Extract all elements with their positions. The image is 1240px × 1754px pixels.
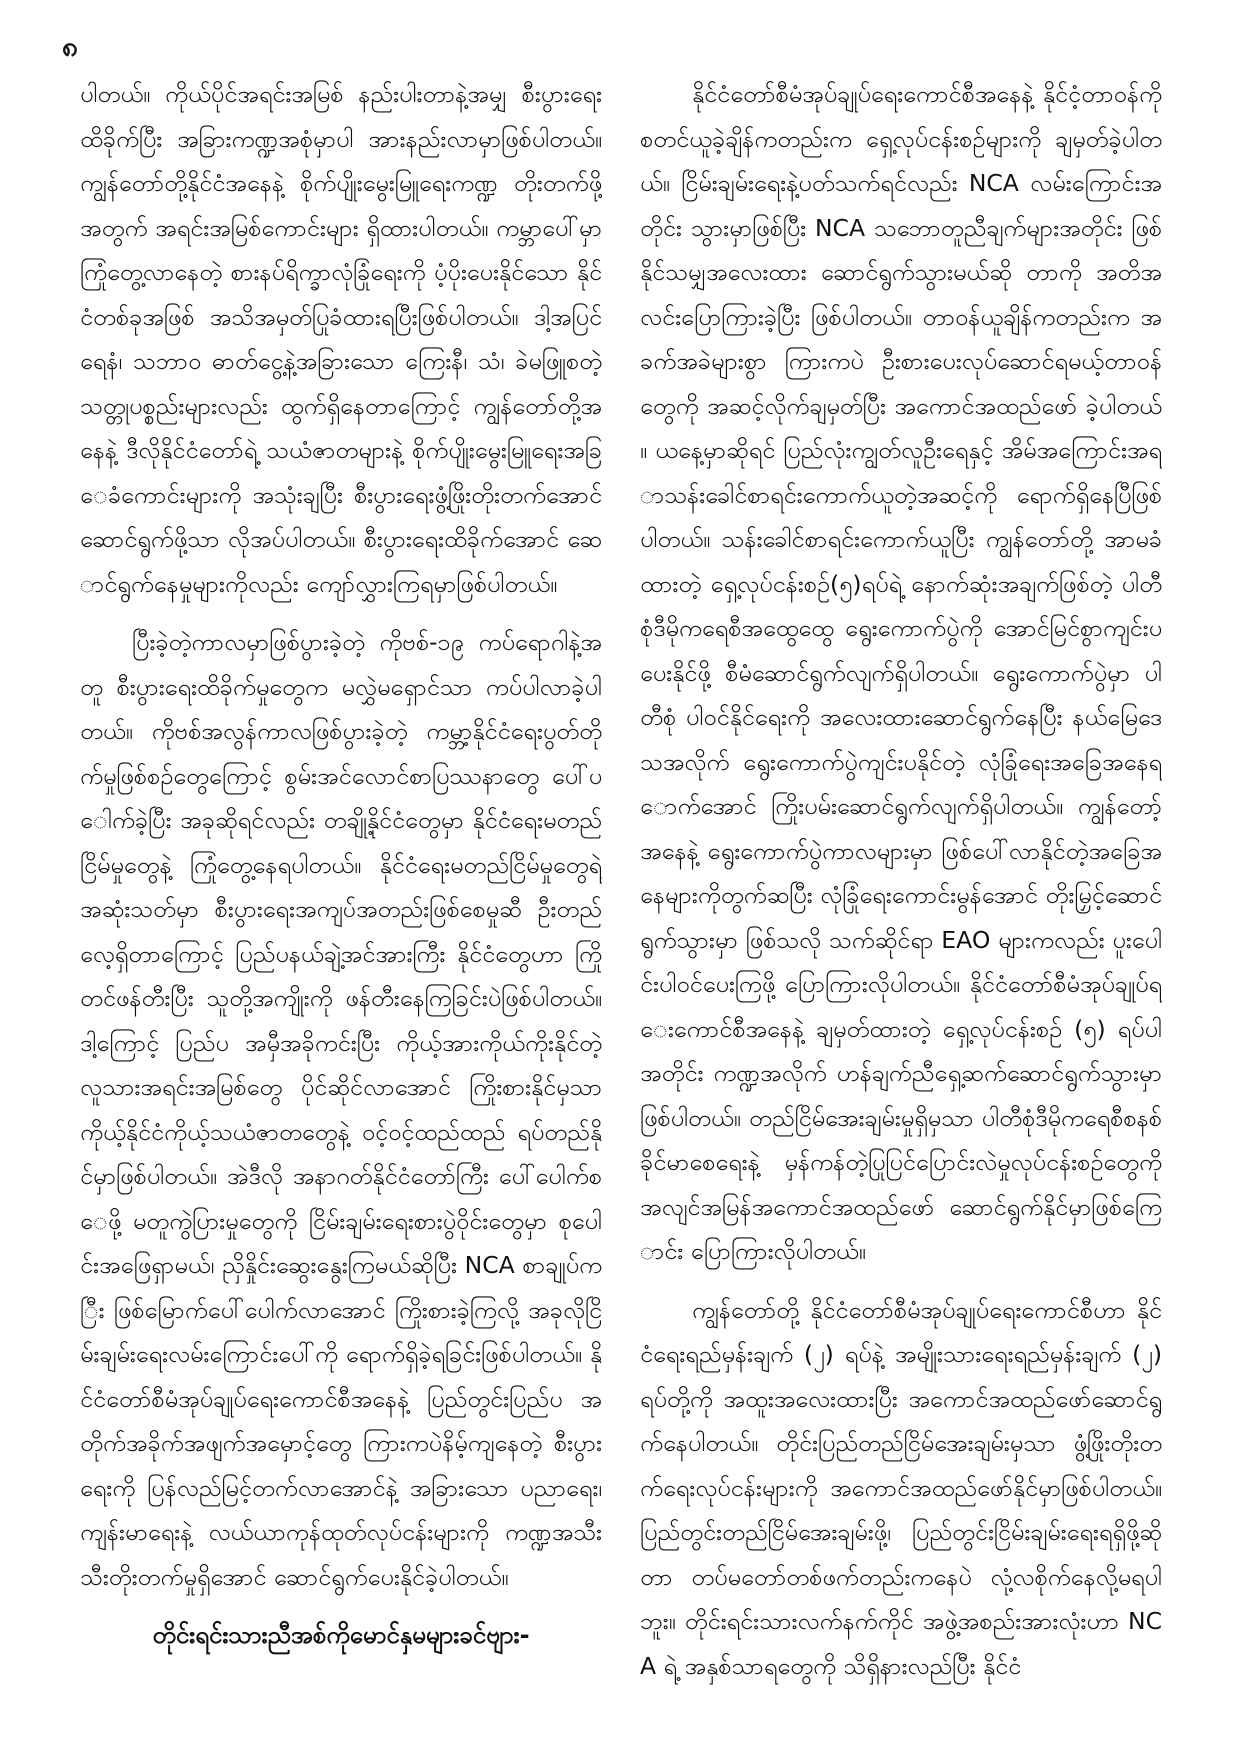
page-number: ၈: [62, 30, 78, 63]
right-paragraph-1: နိုင်ငံတော်စီမံအုပ်ချုပ်ရေးကောင်စီအနေနဲ့ နိုင်ငံ့တာဝန်ကို စတင်ယူခဲ့ချိန်ကတည်းက ရှေ့လုပ်ငန်းစဉ်များကို ချမှတ်ခဲ့ပါတယ်။ ငြိမ်းချမ်းရေးနဲ့ပတ်သက်ရင်လည်း NCA လမ်းကြောင်းအတိုင်း သွားမှာဖြစ်ပြီး NCA သဘောတူညီချက်များအတိုင်း ဖြစ်နိုင်သမျှအလေးထား ဆောင်ရွက်သွားမယ်ဆို တာကို အတိအလင်းပြောကြားခဲ့ပြီး ဖြစ်ပါတယ်။ တာဝန်ယူချိန်ကတည်းက အခက်အခဲများစွာ ကြားကပဲ ဦးစားပေးလုပ်ဆောင်ရမယ့်တာဝန်တွေကို အဆင့်လိုက်ချမှတ်ပြီး အကောင်အထည်ဖော် ခဲ့ပါတယ်။ ယနေ့မှာဆိုရင် ပြည်လုံးကျွတ်လူဦးရေနှင့် အိမ်အကြောင်းအရာသန်းခေါင်စာရင်းကောက်ယူတဲ့အဆင့်ကို ရောက်ရှိနေပြီဖြစ်ပါတယ်။ သန်းခေါင်စာရင်းကောက်ယူပြီး ကျွန်တော်တို့ အာမခံထားတဲ့ ရှေ့လုပ်ငန်းစဉ်(၅)ရပ်ရဲ့ နောက်ဆုံးအချက်ဖြစ်တဲ့ ပါတီစုံဒီမိုကရေစီအထွေထွေ ရွေးကောက်ပွဲကို အောင်မြင်စွာကျင်းပပေးနိုင်ဖို့ စီမံဆောင်ရွက်လျက်ရှိပါတယ်။ ရွေးကောက်ပွဲမှာ ပါတီစုံ ပါဝင်နိုင်ရေးကို အလေးထားဆောင်ရွက်နေပြီး နယ်မြေဒေသအလိုက် ရွေးကောက်ပွဲကျင်းပနိုင်တဲ့ လုံခြုံရေးအခြေအနေရောက်အောင် ကြိုးပမ်းဆောင်ရွက်လျက်ရှိပါတယ်။ ကျွန်တော့်အနေနဲ့ ရွေးကောက်ပွဲကာလများမှာ ဖြစ်ပေါ်လာနိုင်တဲ့အခြေအနေများကိုတွက်ဆပြီး လုံခြုံရေးကောင်းမွန်အောင် တိုးမြှင့်ဆောင်ရွက်သွားမှာ ဖြစ်သလို သက်ဆိုင်ရာ EAO များကလည်း ပူးပေါင်းပါဝင်ပေးကြဖို့ ပြောကြားလိုပါတယ်။ နိုင်ငံတော်စီမံအုပ်ချုပ်ရေးကောင်စီအနေနဲ့ ချမှတ်ထားတဲ့ ရှေ့လုပ်ငန်းစဉ် (၅) ရပ်ပါအတိုင်း ကဏ္ဍအလိုက် ဟန်ချက်ညီရှေ့ဆက်ဆောင်ရွက်သွားမှာဖြစ်ပါတယ်။ တည်ငြိမ်အေးချမ်းမှုရှိမှသာ ပါတီစုံဒီမိုကရေစီစနစ်ခိုင်မာစေရေးနဲ့ မှန်ကန်တဲ့ပြုပြင်ပြောင်းလဲမှုလုပ်ငန်းစဉ်တွေကို အလျင်အမြန်အကောင်အထည်ဖော် ဆောင်ရွက်နိုင်မှာဖြစ်ကြောင်း ပြောကြားလိုပါတယ်။: [640, 80, 1162, 1265]
left-paragraph-2: ပြီးခဲ့တဲ့ကာလမှာဖြစ်ပွားခဲ့တဲ့ ကိုဗစ်-၁၉ ကပ်ရောဂါနဲ့အတူ စီးပွားရေးထိခိုက်မှုတွေက မလွှဲမရှောင်သာ ကပ်ပါလာခဲ့ပါတယ်။ ကိုဗစ်အလွန်ကာလဖြစ်ပွားခဲ့တဲ့ ကမ္ဘာ့နိုင်ငံရေးပွတ်တိုက်မှုဖြစ်စဉ်တွေကြောင့် စွမ်းအင်လောင်စာပြဿနာတွေ ပေါ်ပေါက်ခဲ့ပြီး အခုဆိုရင်လည်း တချို့နိုင်ငံတွေမှာ နိုင်ငံရေးမတည်ငြိမ်မှုတွေနဲ့ ကြုံတွေ့နေရပါတယ်။ နိုင်ငံရေးမတည်ငြိမ်မှုတွေရဲ့ အဆုံးသတ်မှာ စီးပွားရေးအကျပ်အတည်းဖြစ်စေမှုဆီ ဦးတည်လေ့ရှိတာကြောင့် ပြည်ပနယ်ချဲ့အင်အားကြီး နိုင်ငံတွေဟာ ကြိုတင်ဖန်တီးပြီး သူတို့အကျိုးကို ဖန်တီးနေကြခြင်းပဲဖြစ်ပါတယ်။ ဒါ့ကြောင့် ပြည်ပ အမှီအခိုကင်းပြီး ကိုယ့်အားကိုယ်ကိုးနိုင်တဲ့ လူသားအရင်းအမြစ်တွေ ပိုင်ဆိုင်လာအောင် ကြိုးစားနိုင်မှသာ ကိုယ့်နိုင်ငံကိုယ့်သယံဇာတတွေနဲ့ ဝင့်ဝင့်ထည်ထည် ရပ်တည်နိုင်မှာဖြစ်ပါတယ်။ အဲဒီလို အနာဂတ်နိုင်ငံတော်ကြီး ပေါ်ပေါက်စေဖို့ မတူကွဲပြားမှုတွေကို ငြိမ်းချမ်းရေးစားပွဲဝိုင်းတွေမှာ စုပေါင်းအဖြေရှာမယ်၊ ညှိနှိုင်းဆွေးနွေးကြမယ်ဆိုပြီး NCA စာချုပ်ကြီး ဖြစ်မြောက်ပေါ်ပေါက်လာအောင် ကြိုးစားခဲ့ကြလို့ အခုလိုငြိမ်းချမ်းရေးလမ်းကြောင်းပေါ်ကို ရောက်ရှိခဲ့ရခြင်းဖြစ်ပါတယ်။ နိုင်ငံတော်စီမံအုပ်ချုပ်ရေးကောင်စီအနေနဲ့ ပြည်တွင်းပြည်ပ အတိုက်အခိုက်အဖျက်အမှောင့်တွေ ကြားကပဲနိမ့်ကျနေတဲ့ စီးပွားရေးကို ပြန်လည်မြင့်တက်လာအောင်နဲ့ အခြားသော ပညာရေး၊ ကျန်းမာရေးနဲ့ လယ်ယာကုန်ထုတ်လုပ်ငန်းများကို ကဏ္ဍအသီးသီးတိုးတက်မှုရှိအောင် ဆောင်ရွက်ပေးနိုင်ခဲ့ပါတယ်။: [80, 628, 602, 1591]
left-paragraph-1: ပါတယ်။ ကိုယ်ပိုင်အရင်းအမြစ် နည်းပါးတာနဲ့အမျှ စီးပွားရေးထိခိုက်ပြီး အခြားကဏ္ဍအစုံမှာပါ အားနည်းလာမှာဖြစ်ပါတယ်။ ကျွန်တော်တို့နိုင်ငံအနေနဲ့ စိုက်ပျိုးမွေးမြူရေးကဏ္ဍ တိုးတက်ဖို့အတွက် အရင်းအမြစ်ကောင်းများ ရှိထားပါတယ်။ ကမ္ဘာပေါ်မှာ ကြုံတွေ့လာနေတဲ့ စားနပ်ရိက္ခာလုံခြုံရေးကို ပံ့ပိုးပေးနိုင်သော နိုင်ငံတစ်ခုအဖြစ် အသိအမှတ်ပြုခံထားရပြီးဖြစ်ပါတယ်။ ဒါ့အပြင် ရေနံ၊ သဘာဝ ဓာတ်ငွေ့နဲ့အခြားသော ကြေးနီ၊ သံ၊ ခဲမဖြူစတဲ့ သတ္တုပစ္စည်းများလည်း ထွက်ရှိနေတာကြောင့် ကျွန်တော်တို့အနေနဲ့ ဒီလိုနိုင်ငံတော်ရဲ့ သယံဇာတများနဲ့ စိုက်ပျိုးမွေးမြူရေးအခြေခံကောင်းများကို အသုံးချပြီး စီးပွားရေးဖွံ့ဖြိုးတိုးတက်အောင် ဆောင်ရွက်ဖို့သာ လိုအပ်ပါတယ်။ စီးပွားရေးထိခိုက်အောင် ဆောင်ရွက်နေမှုများကိုလည်း ကျော်လွှားကြရမှာဖြစ်ပါတယ်။: [80, 80, 602, 598]
section-subheading: တိုင်းရင်းသားညီအစ်ကိုမောင်နှမများခင်ဗျား-: [152, 1621, 530, 1649]
right-paragraph-2: ကျွန်တော်တို့ နိုင်ငံတော်စီမံအုပ်ချုပ်ရေးကောင်စီဟာ နိုင်ငံရေးရည်မှန်းချက် (၂) ရပ်နဲ့ အမျိုးသားရေးရည်မှန်းချက် (၂) ရပ်တို့ကို အထူးအလေးထားပြီး အကောင်အထည်ဖော်ဆောင်ရွက်နေပါတယ်။ တိုင်းပြည်တည်ငြိမ်အေးချမ်းမှသာ ဖွံ့ဖြိုးတိုးတက်ရေးလုပ်ငန်းများကို အကောင်အထည်ဖော်နိုင်မှာဖြစ်ပါတယ်။ ပြည်တွင်းတည်ငြိမ်အေးချမ်းဖို့၊ ပြည်တွင်းငြိမ်းချမ်းရေးရရှိဖို့ဆိုတာ တပ်မတော်တစ်ဖက်တည်းကနေပဲ လုံ့လစိုက်နေလို့မရပါဘူး။ တိုင်းရင်းသားလက်နက်ကိုင် အဖွဲ့အစည်းအားလုံးဟာ NCA ရဲ့ အနှစ်သာရတွေကို သိရှိနားလည်ပြီး နိုင်ငံ: [640, 1295, 1162, 1680]
left-column: [80, 72, 602, 1712]
right-column: [640, 72, 1162, 1712]
text-columns: [80, 72, 1162, 1712]
